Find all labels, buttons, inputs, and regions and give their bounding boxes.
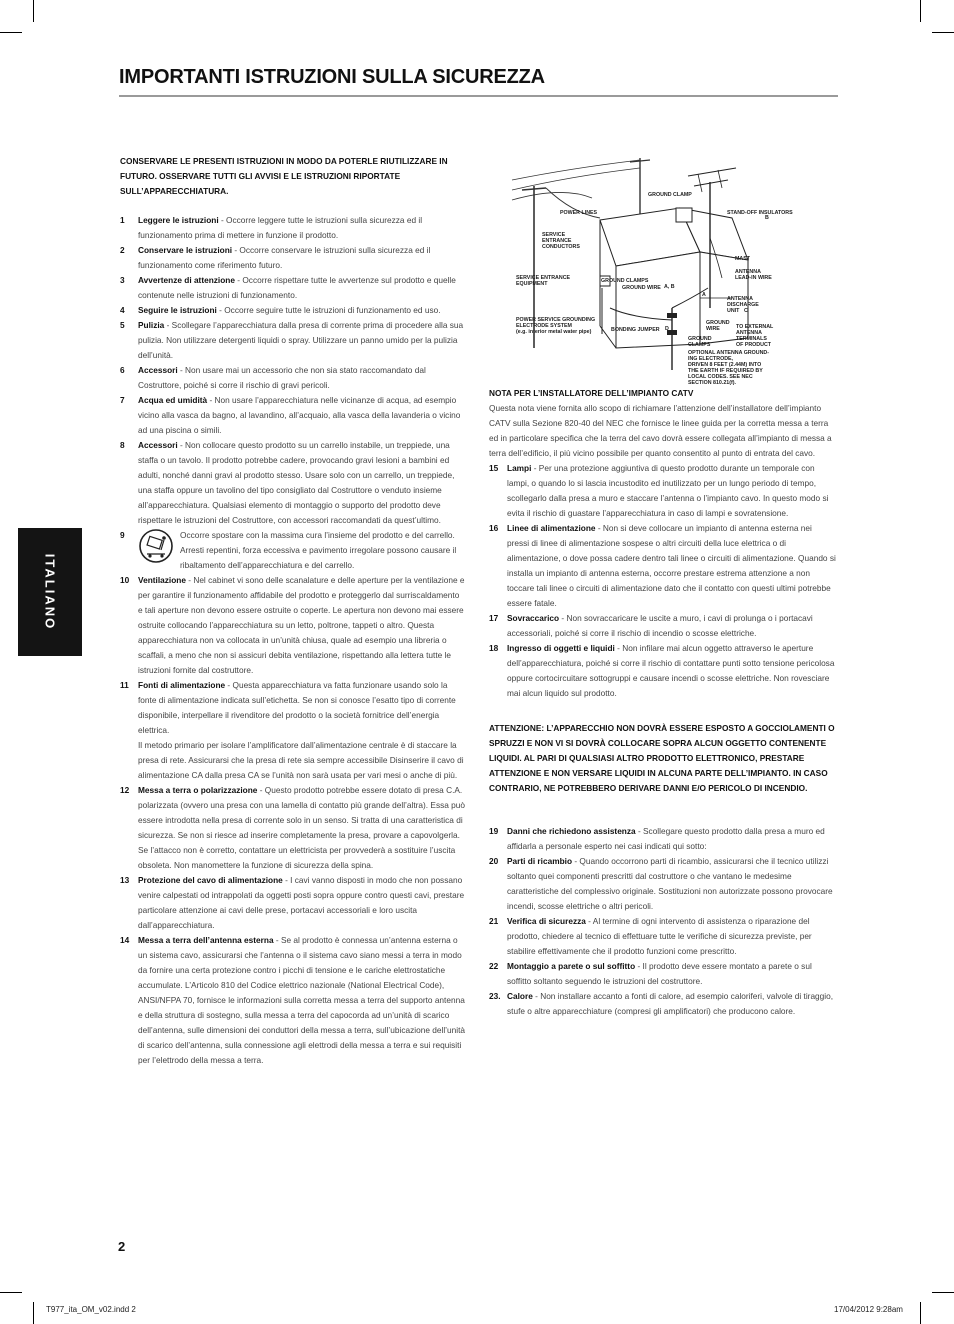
item-text: - Questa apparecchiatura va fatta funzionare usando solo la fonte di alimentazione indicata sull’etichetta. Se non si conosce l’esatto tipo di corrente disponibile, interpellare il rivenditore del prodotto o la società fornitrice dell’energia elettrica. <box>138 680 456 735</box>
item-number: 19 <box>489 826 499 836</box>
item-heading: Accessori <box>138 365 178 375</box>
item-number: 20 <box>489 856 499 866</box>
label-bonding-jumper: BONDING JUMPER <box>611 327 660 333</box>
item-number: 7 <box>120 395 125 405</box>
item-heading: Ventilazione <box>138 575 186 585</box>
item-text: - Non usare mai un accessorio che non sia stato raccomandato dal Costruttore, poiché si corre il rischio di gravi pericoli. <box>138 365 426 390</box>
item-text: - Al termine di ogni intervento di assistenza o riparazione del prodotto, chiedere al tecnico di effettuare tutte le verifiche di sicurezza previste, per stabilire effettivamente che il prodotto funzioni come prescritto. <box>507 916 812 956</box>
item-text: - Occorre rispettare tutte le avvertenze sul prodotto e quelle contenute nelle istruzioni di funzionamento. <box>138 275 456 300</box>
catv-note: Questa nota viene fornita allo scopo di richiamare l’attenzione dell’installatore dell’impianto CATV sulla Sezione 820-40 del NEC che fornisce le linee guida per la corretta messa a terra ed in particolare specifica che la terra del cavo dovrà essere collegata all’impianto di messa a terra dell’edificio, il più vicino possibile per quanto consentito al punto di entrata del cavo. <box>489 403 832 458</box>
label-ground-clamps: GROUND CLAMPS <box>601 278 649 284</box>
list-item <box>120 573 465 678</box>
list-item <box>489 824 836 854</box>
item-heading: Leggere le istruzioni <box>138 215 219 225</box>
footer-filename: T977_ita_OM_v02.indd 2 <box>46 1305 136 1314</box>
item-text: - Non infilare mai alcun oggetto attraverso le aperture dell’apparecchiatura, poiché si corre il rischio di contattare punti sotto tensione pericolosa oppure cortocircuitare sottogruppi e causare incendi o scosse elettriche. Non rovesciare mai alcun liquido sul prodotto. <box>507 643 835 698</box>
crop-mark <box>920 0 921 22</box>
label-ground-clamps-2-2: CLAMPS <box>688 342 711 348</box>
list-item <box>489 914 836 959</box>
item-number: 21 <box>489 916 499 926</box>
item-heading: Pulizia <box>138 320 165 330</box>
item-text: Occorre spostare con la massima cura l’insieme del prodotto e del carrello. Arresti repentini, forza eccessiva e pavimento irregolare possono causare il ribaltamento dell’apparecchiatura e del carrello. <box>180 530 457 570</box>
item-heading: Danni che richiedono assistenza <box>507 826 636 836</box>
item-text: - Non usare l’apparecchiatura nelle vicinanze di acqua, ad esempio vicino alla vasca da bagno, al lavandino, all’acquaio, alla vasca della lavanderia o vicino ad una piscina o simili. <box>138 395 461 435</box>
antenna-grounding-diagram <box>512 158 793 386</box>
list-item <box>489 641 836 701</box>
label-optional-5: LOCAL CODES. SEE NEC <box>688 374 753 380</box>
item-text: - Occorre conservare le istruzioni sulla sicurezza ed il funzionamento come riferimento futuro. <box>138 245 431 270</box>
label-to-external-2: ANTENNA <box>736 330 762 336</box>
item-text: - I cavi vanno disposti in modo che non possano venire calpestati od intrappolati da oggetti posti sopra oppure contro questi cavi, prestare particolare attenzione ai cavi delle prese, portacavi accessoriali e loro uscita dall’apparecchiatura. <box>138 875 465 930</box>
label-service-1: SERVICE <box>542 232 566 238</box>
list-item <box>120 243 465 273</box>
item-heading: Conservare le istruzioni <box>138 245 233 255</box>
item-heading: Calore <box>507 991 533 1001</box>
label-power-grounding-1: POWER SERVICE GROUNDING <box>516 317 596 323</box>
crop-mark <box>932 1292 954 1293</box>
item-heading: Fonti di alimentazione <box>138 680 226 690</box>
label-ground-wire: GROUND WIRE <box>622 285 661 291</box>
item-number: 15 <box>489 463 499 473</box>
list-item <box>120 363 465 393</box>
item-text: - Non collocare questo prodotto su un carrello instabile, un treppiede, una staffa o un tavolo. Il prodotto potrebbe cadere, provocando gravi lesioni a bambini ed adulti, nonché danni gravi al prodotto stesso. Usare solo con un carrello, un treppiede, una staffa oppure un tavolino del tipo consigliato dal Costruttore o venduto insieme all’apparecchiatura. Qualsiasi elemento di montaggio o supporto del prodotto deve rispettare le istruzioni del Costruttore, con accessori raccomandati da quest’ultimo. <box>138 440 455 525</box>
intro-notice: CONSERVARE LE PRESENTI ISTRUZIONI IN MODO DA POTERLE RIUTILIZZARE IN FUTURO. OSSERVARE TUTTI GLI AVVISI E LE ISTRUZIONI RIPORTATE SULL’APPARECCHIATURA. <box>120 156 448 196</box>
item-text: - Questo prodotto potrebbe essere dotato di presa C.A. polarizzata (ovvero una presa con una lamella di contatto più grande dell’altra). Essa può essere introdotta nella presa di corrente solo in un senso. Si tratta di una caratteristica di sicurezza. Se non si riesce ad inserire completamente la presa, provare a capovolgerla. Se l’attacco non è corretto, contattare un elettricista per provvederà a sostituire l’uscita obsoleta. Non manomettere la funzione di sicurezza della spina. <box>138 785 465 870</box>
item-number: 4 <box>120 305 125 315</box>
mark-a: A <box>702 292 706 298</box>
mark-b: B <box>765 215 769 221</box>
label-ground-wire-2-1: GROUND <box>706 320 730 326</box>
label-mast: MAST <box>735 256 751 262</box>
list-item <box>120 273 465 303</box>
crop-mark <box>33 0 34 22</box>
item-text: - Per una protezione aggiuntiva di questo prodotto durante un temporale con lampi, o quando lo si lascia incustodito ed inutilizzato per un lungo periodo di tempo, scollegarlo dalla presa a muro e staccare l’antenna o l’impianto cavo. In questo modo si evita il rischio di guastare l’apparecchiatura in caso di lampi e sovratensione. <box>507 463 829 518</box>
item-number: 13 <box>120 875 130 885</box>
mark-c: C <box>744 308 748 314</box>
item-number: 1 <box>120 215 125 225</box>
label-service-3: CONDUCTORS <box>542 244 580 250</box>
right-column <box>489 386 836 1019</box>
item-text: - Occorre leggere tutte le istruzioni sulla sicurezza ed il funzionamento prima di mettere in funzione il prodotto. <box>138 215 423 240</box>
list-item <box>489 854 836 914</box>
item-heading: Seguire le istruzioni <box>138 305 217 315</box>
list-item <box>120 783 465 873</box>
item-number: 10 <box>120 575 130 585</box>
item-heading: Acqua ed umidità <box>138 395 208 405</box>
item-text: - Il prodotto deve essere montato a parete o sul soffitto soltanto seguendo le istruzioni del costruttore. <box>507 961 812 986</box>
list-item <box>489 461 836 521</box>
label-optional-6: SECTION 810.21(f). <box>688 380 736 386</box>
cart-tip-warning-icon <box>138 528 174 564</box>
item-text: - Non sovraccaricare le uscite a muro, i cavi di prolunga o i portacavi accessoriali, poiché si corre il rischio di incendio o scosse elettriche. <box>507 613 813 638</box>
item-text: - Se al prodotto è connessa un’antenna esterna o un sistema cavo, assicurarsi che l’antenna o il sistema cavo siano messi a terra in modo da fornire una certa protezione contro i picchi di tensione e le cariche elettrostatiche accumulate. L’Articolo 810 del Codice elettrico nazionale (National Electrical Code), ANSI/NFPA 70, fornisce le informazioni sulla corretta messa a terra del supporto antenna e della struttura di sostegno, sulla messa a terra del capocorda ad un’unità di scarico dell’antenna, sulle dimensioni dei conduttori della messa a terra, sull’ubicazione dell’unità di scarico dell’antenna, sulla connessione agli elettrodi della messa a terra e sui requisiti per l’elettrodo della messa a terra. <box>138 935 465 1065</box>
list-item <box>489 959 836 989</box>
label-discharge-2: DISCHARGE <box>727 302 759 308</box>
label-optional-1: OPTIONAL ANTENNA GROUND- <box>688 350 770 356</box>
label-discharge-3: UNIT <box>727 308 740 314</box>
item-number: 9 <box>120 530 125 540</box>
label-optional-3: DRIVEN 8 FEET (2.44M) INTO <box>688 362 762 368</box>
item-heading: Verifica di sicurezza <box>507 916 586 926</box>
label-discharge-1: ANTENNA <box>727 296 753 302</box>
item-heading: Avvertenze di attenzione <box>138 275 235 285</box>
item-heading: Parti di ricambio <box>507 856 573 866</box>
label-optional-2: ING ELECTRODE, <box>688 356 734 362</box>
item-number: 14 <box>120 935 130 945</box>
label-to-external-1: TO EXTERNAL <box>736 324 774 330</box>
title-divider <box>119 95 838 97</box>
mark-a-b: A, B <box>664 284 675 290</box>
item-heading: Montaggio a parete o sul soffitto <box>507 961 636 971</box>
crop-mark <box>920 1302 921 1324</box>
list-item <box>120 318 465 363</box>
item-number: 6 <box>120 365 125 375</box>
crop-mark <box>33 1302 34 1324</box>
item-number: 3 <box>120 275 125 285</box>
item-heading: Linee di alimentazione <box>507 523 596 533</box>
crop-mark <box>0 32 22 33</box>
list-item <box>489 611 836 641</box>
label-ground-clamps-2-1: GROUND <box>688 336 712 342</box>
item-text: - Nel cabinet vi sono delle scanalature e delle aperture per la ventilazione e per garantire il funzionamento affidabile del prodotto e proteggerlo dal surriscaldamento e tali aperture non devono essere ostruite o coperte. Le apertura non devono mai essere ostruite collocando l’apparecchiatura su un letto, poltrone, tappeti o altro. Questa apparecchiatura non va collocata in un’unità chiusa, quale ad esempio una libreria o scaffali, a meno che non si assicuri debita ventilazione, rispettando alla lettera tutte le istruzioni fornite dal costruttore. <box>138 575 465 675</box>
item-number: 16 <box>489 523 499 533</box>
mark-d: D <box>665 326 669 332</box>
item-text: - Occorre seguire tutte le istruzioni di funzionamento ed uso. <box>216 305 441 315</box>
item-number: 5 <box>120 320 125 330</box>
list-item <box>120 528 465 573</box>
item-text: - Quando occorrono parti di ricambio, assicurarsi che il tecnico utilizzi soltanto quei componenti prescritti dal costruttore o che vantano le medesime caratteristiche del complessivo originale. Sostituzioni non autorizzate possono provocare incendi, scosse elettriche o altri pericoli. <box>507 856 833 911</box>
list-item <box>120 393 465 438</box>
left-column <box>120 154 465 1068</box>
label-power-grounding-3: (e.g. interior metal water pipe) <box>516 329 592 335</box>
item-heading: Messa a terra dell’antenna esterna <box>138 935 274 945</box>
label-to-external-4: OF PRODUCT <box>736 342 772 348</box>
item-heading: Lampi <box>507 463 532 473</box>
crop-mark <box>0 1292 22 1293</box>
label-optional-4: THE EARTH IF REQUIRED BY <box>688 368 763 374</box>
item-number: 17 <box>489 613 499 623</box>
item-text: - Non installare accanto a fonti di calore, ad esempio caloriferi, valvole di tiraggio, stufe o altre apparecchiature (compresi gli amplificatori) che producono calore. <box>507 991 834 1016</box>
label-power-grounding-2: ELECTRODE SYSTEM <box>516 323 572 329</box>
list-item <box>120 873 465 933</box>
page-title: IMPORTANTI ISTRUZIONI SULLA SICUREZZA <box>119 66 545 88</box>
list-item <box>489 989 836 1019</box>
instruction-list-right-b <box>489 824 836 1019</box>
item-heading: Sovraccarico <box>507 613 560 623</box>
label-service-equipment-2: EQUIPMENT <box>516 281 548 287</box>
warning-notice: ATTENZIONE: L’APPARECCHIO NON DOVRÀ ESSERE ESPOSTO A GOCCIOLAMENTI O SPRUZZI E NON VI SI DOVRÀ COLLOCARE SOPRA ALCUN OGGETTO CONTENENTE LIQUIDI. AL PARI DI QUALSIASI ALTRO PRODOTTO ELETTRONICO, PRESTARE ATTENZIONE E NON VERSARE LIQUIDI IN ALCUNA PARTE DELL’IMPIANTO. IN CASO CONTRARIO, NE POTREBBERO DERIVARE DANNI E/O PERICOLO DI INCENDIO. <box>489 723 835 793</box>
item-number: 18 <box>489 643 499 653</box>
item-text: - Scollegare l’apparecchiatura dalla presa di corrente prima di procedere alla sua pulizia. Non utilizzare detergenti liquidi o spray. Utilizzare un panno umido per la pulizia dell’unità. <box>138 320 464 360</box>
item-number: 2 <box>120 245 125 255</box>
label-power-lines: POWER LINES <box>560 210 598 216</box>
item-number: 22 <box>489 961 499 971</box>
item-heading: Accessori <box>138 440 178 450</box>
item-heading: Protezione del cavo di alimentazione <box>138 875 283 885</box>
item-heading: Ingresso di oggetti e liquidi <box>507 643 615 653</box>
page-number: 2 <box>118 1239 126 1254</box>
catv-heading: NOTA PER L’INSTALLATORE DELL’IMPIANTO CATV <box>489 388 694 398</box>
label-to-external-3: TERMINALS <box>736 336 767 342</box>
item-heading: Messa a terra o polarizzazione <box>138 785 258 795</box>
list-item <box>120 678 465 783</box>
item-text: - Non si deve collocare un impianto di antenna esterna nei pressi di linee di alimentazione sospese o altri circuiti della luce elettrica o di alimentazione, o dove possa cadere dentro tali linee o circuiti di alimentazione. Quando si installa un impianto di antenna esterna, occorre prestare estrema attenzione a non toccare tali linee o circuiti di alimentazione dato che il contatto con questi ultimi potrebbe essere fatale. <box>507 523 836 608</box>
language-tab-label: ITALIANO <box>42 553 58 631</box>
instruction-list-right-a <box>489 461 836 701</box>
footer-timestamp: 17/04/2012 9:28am <box>834 1305 903 1314</box>
item-extra-text: Il metodo primario per isolare l’amplificatore dall’alimentazione centrale è di staccare la presa di rete. Assicurarsi che la presa di rete sia sempre accessibile Disinserire il cavo di alimentazione CA dalla presa CA se l’unità non sarà usata per vari mesi o anche di più. <box>138 740 464 780</box>
list-item <box>120 438 465 528</box>
item-number: 23. <box>489 991 501 1001</box>
item-number: 12 <box>120 785 130 795</box>
label-standoff: STAND-OFF INSULATORS <box>727 210 793 216</box>
label-ground-clamp: GROUND CLAMP <box>648 192 692 198</box>
instruction-list <box>120 213 465 1068</box>
label-lead-in-2: LEAD-IN WIRE <box>735 275 772 281</box>
label-lead-in-1: ANTENNA <box>735 269 761 275</box>
item-text: - Scollegare questo prodotto dalla presa a muro ed affidarla a personale esperto nei casi indicati qui sotto: <box>507 826 825 851</box>
language-tab <box>18 528 82 656</box>
label-service-2: ENTRANCE <box>542 238 572 244</box>
item-number: 11 <box>120 680 129 690</box>
list-item <box>489 521 836 611</box>
list-item <box>120 303 465 318</box>
list-item <box>120 933 465 1068</box>
label-ground-wire-2-2: WIRE <box>706 326 720 332</box>
crop-mark <box>932 32 954 33</box>
item-number: 8 <box>120 440 125 450</box>
list-item <box>120 213 465 243</box>
label-service-equipment-1: SERVICE ENTRANCE <box>516 275 571 281</box>
